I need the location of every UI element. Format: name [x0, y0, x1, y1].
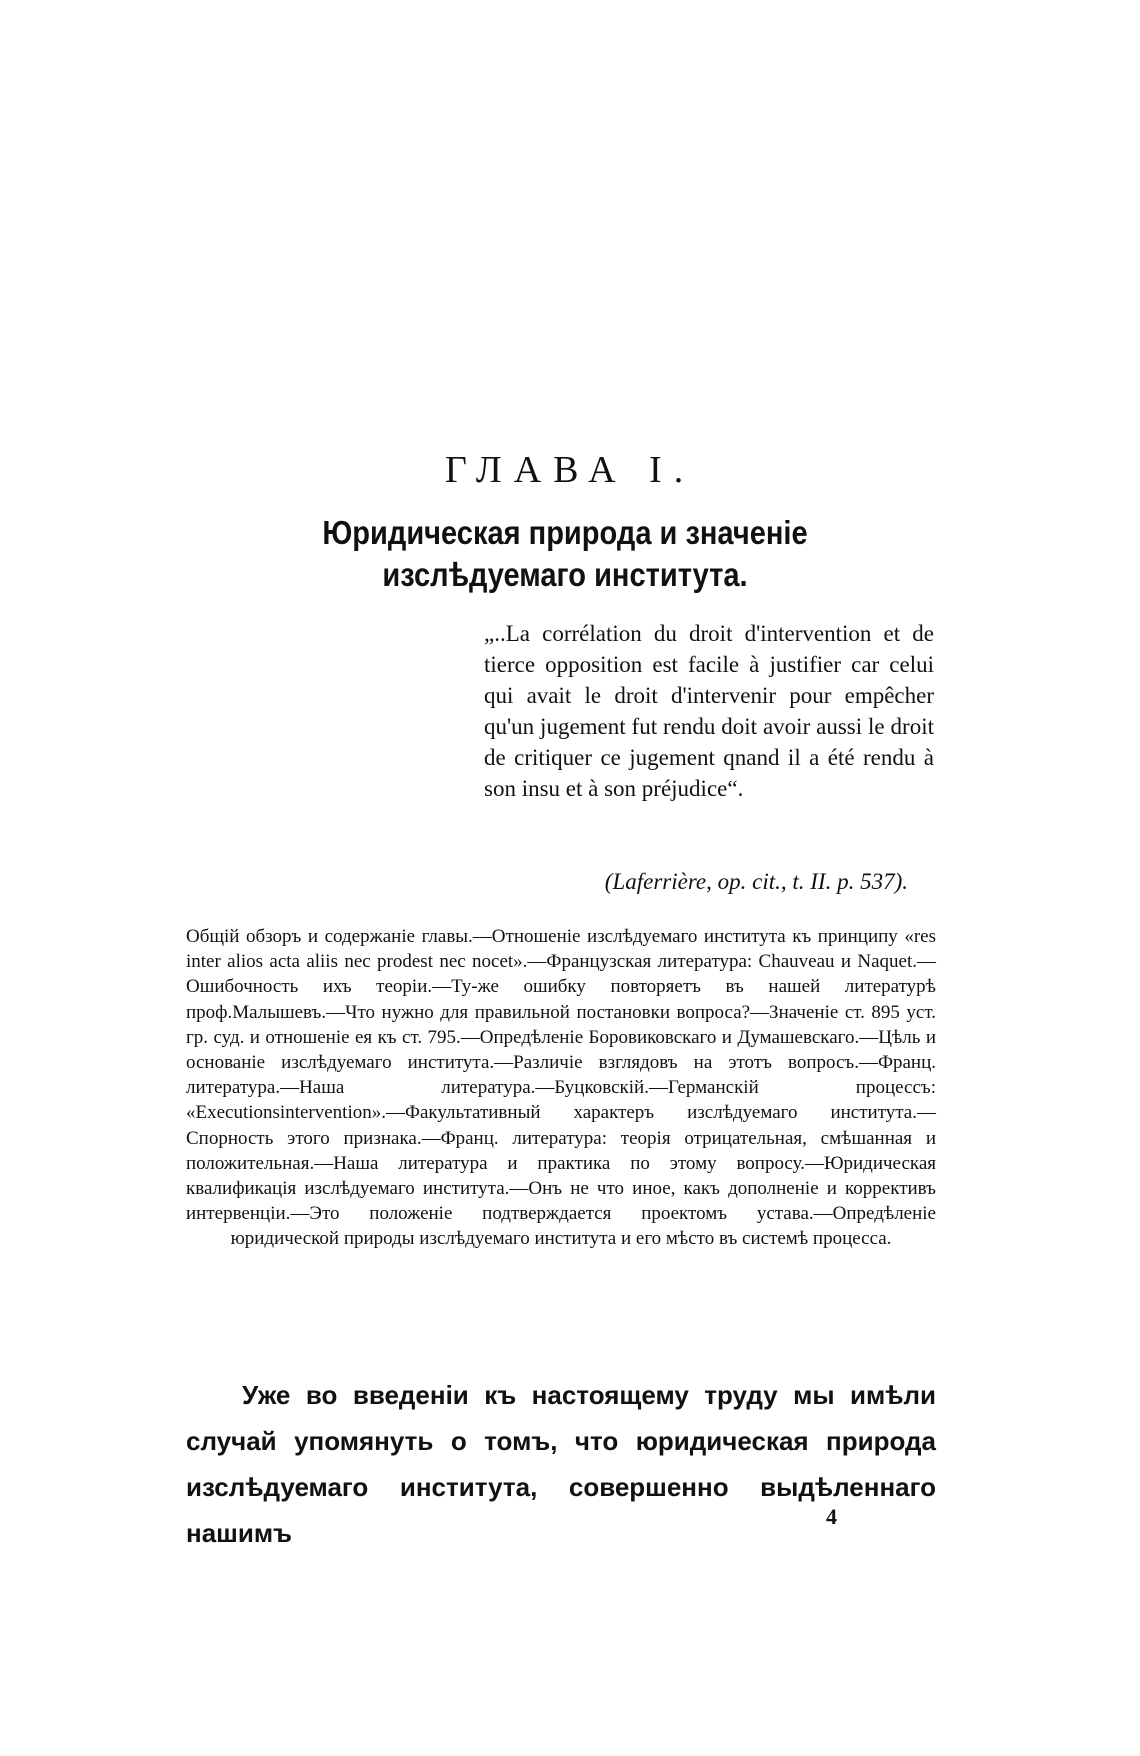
- page-number: 4: [826, 1504, 837, 1529]
- epigraph-source: (Laferrière, op. cit., t. II. p. 537).: [604, 869, 908, 894]
- body-paragraph: Уже во введенiи къ настоящему труду мы имѣли случай упомянуть о томъ, что юридическая природа изслѣдуемаго института, совершенно выдѣленнаго нашимъ: [186, 1380, 936, 1548]
- chapter-heading: ГЛАВА I.: [444, 449, 696, 491]
- epigraph-quote: „..La corrélation du droit d'intervention et de tierce opposition est facile à justifier car celui qui avait le droit d'intervenir pour empêcher qu'un jugement fut rendu doit avoir aussi le droit de critiquer ce jugement qnand il a été rendu à son insu et à son préjudice“.: [484, 621, 934, 801]
- chapter-summary: Общiй обзоръ и содержанiе главы.—Отношенiе изслѣдуемаго института къ принципу «res inter alios acta aliis nec prodest nec nocet».—Французская литература: Chauveau и Naquet.—Ошибочность ихъ теорiи.—Ту-же ошибку повторяетъ въ нашей литературѣ проф.Малышевъ.—Что нужно для правильной постановки вопроса?—Значенiе ст. 895 уст. гр. суд. и отношенiе ея къ ст. 795.—Опредѣленiе Боровиковскаго и Думашевскаго.—Цѣль и основанiе изслѣдуемаго института.—Различiе взглядовъ на этотъ вопросъ.—Франц. литература.—Наша литература.—Буцковскiй.—Германскiй процессъ: «Executionsintervention».—Факультативный характеръ изслѣдуемаго института.—Спорность этого признака.—Франц. литература: теорiя отрицательная, смѣшанная и положительная.—Наша литература и практика по этому вопросу.—Юридическая квалификацiя изслѣдуемаго института.—Онъ не что иное, какъ дополненiе и коррективъ интервенцiи.—Это положенiе подтверждается проектомъ устава.—Опредѣленiе юридической природы изслѣдуемаго института и его мѣсто въ системѣ процесса.: [186, 926, 936, 1250]
- chapter-title: Юридическая природа и значенiе изслѣдуемаго института.: [322, 514, 808, 593]
